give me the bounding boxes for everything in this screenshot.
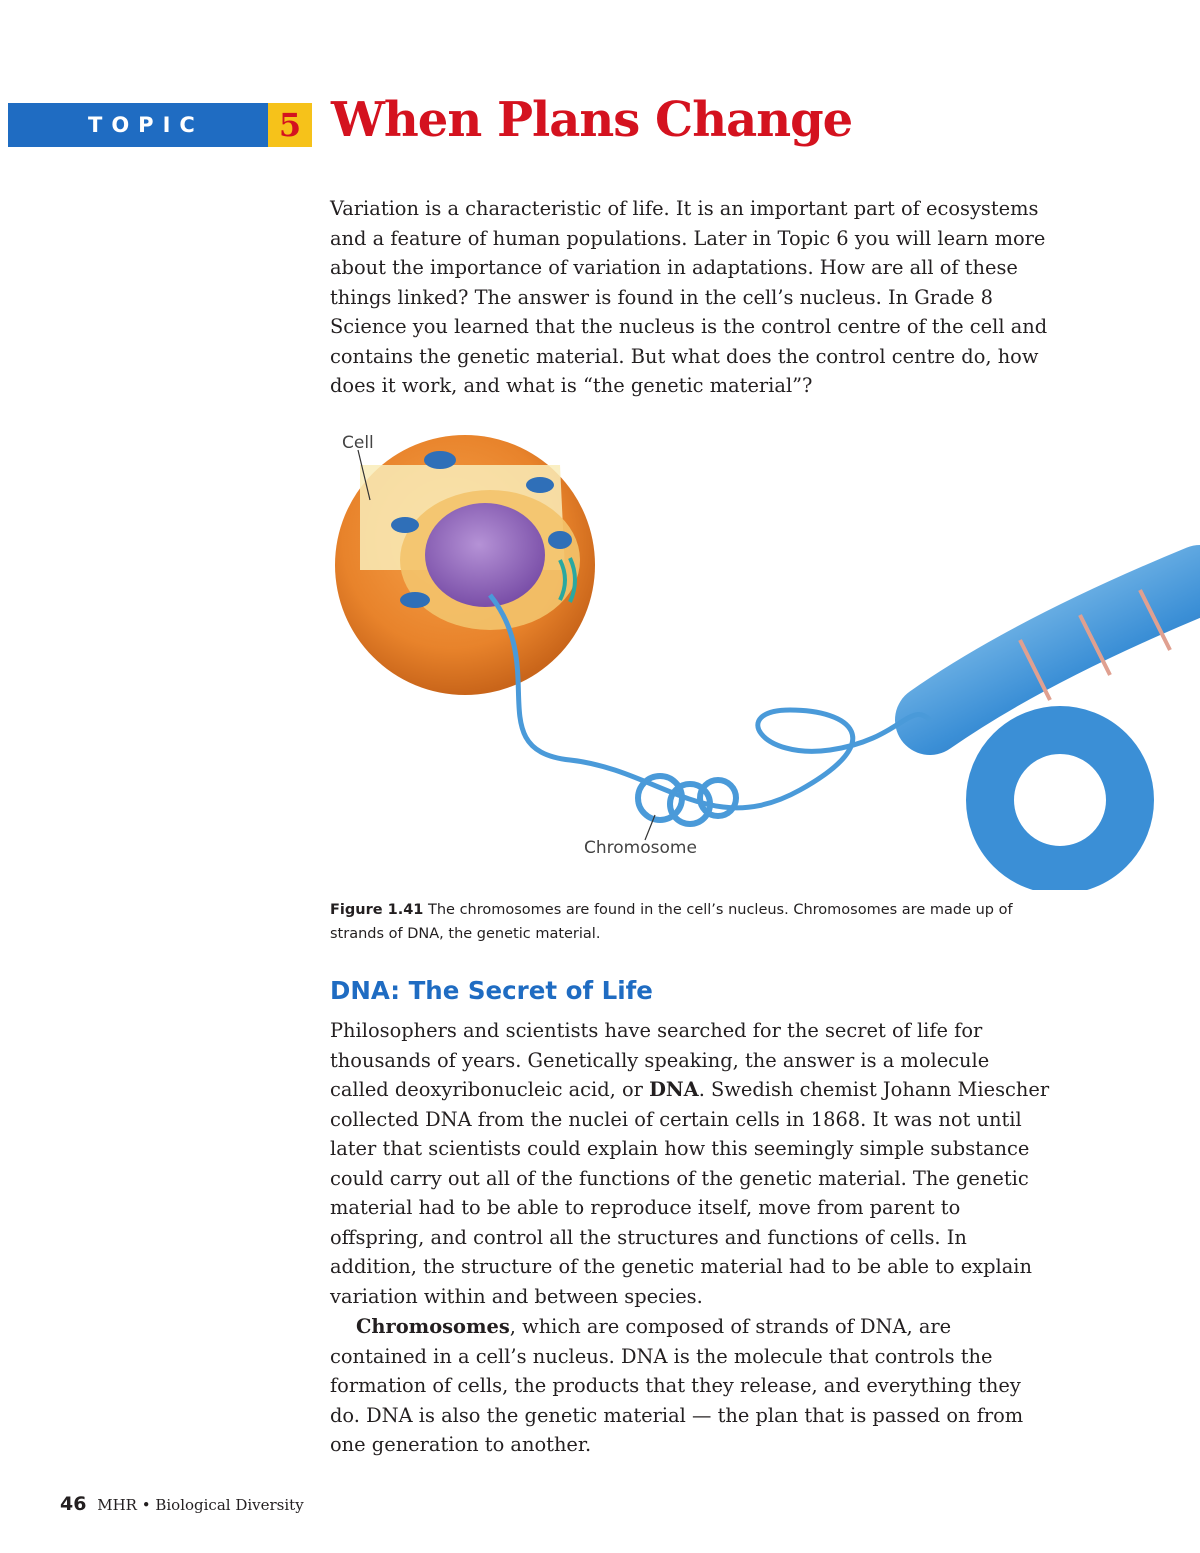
intro-paragraph: Variation is a characteristic of life. It is an important part of ecosystems and a feature of human populations. Later in Topic 6 you will learn more about the importance of variation in adaptations. How are all of these things linked? The answer is found in the cell’s nucleus. In Grade 8 Science you learned that the nucleus is the control centre of the cell and contains the genetic material. But what does the control centre do, how does it work, and what is “the genetic material”? bbox=[330, 197, 1048, 397]
cell-chromosome-figure bbox=[330, 420, 1200, 890]
topic-number: 5 bbox=[268, 103, 312, 147]
figure-number: Figure 1.41 bbox=[330, 902, 424, 918]
page-number: 46 bbox=[60, 1493, 87, 1515]
paragraph-dna-part1: Philosophers and scientists have searched for the secret of life for thousands of years. Genetically speaking, the answer is a molecule called deoxyribonucleic acid, or bbox=[330, 1019, 990, 1101]
paragraph-dna bbox=[330, 1016, 1050, 1311]
term-chromosomes: Chromosomes bbox=[356, 1315, 510, 1338]
topic-banner bbox=[8, 103, 268, 147]
footer-text: MHR • Biological Diversity bbox=[97, 1496, 304, 1514]
topic-label: TOPIC bbox=[88, 113, 204, 137]
term-dna: DNA bbox=[649, 1078, 699, 1101]
paragraph-dna-part2: . Swedish chemist Johann Miescher collected DNA from the nuclei of certain cells in 1868. It was not until later that scientists could explain how this seemingly simple substance could carry out all of the functions of the genetic material. The genetic material had to be able to reproduce itself, move from parent to offspring, and control all the structures and functions of cells. In addition, the structure of the genetic material had to be able to explain variation within and between species. bbox=[330, 1078, 1050, 1308]
page-title: When Plans Change bbox=[331, 92, 853, 148]
figure-caption-text: The chromosomes are found in the cell’s nucleus. Chromosomes are made up of strands of DNA, the genetic material. bbox=[330, 902, 1013, 942]
cell-label: Cell bbox=[342, 433, 374, 453]
page-footer bbox=[60, 1493, 304, 1515]
paragraph-chromosomes-text: , which are composed of strands of DNA, are contained in a cell’s nucleus. DNA is the molecule that controls the formation of cells, the products that they release, and everything they do. DNA is also the genetic material — the plan that is passed on from one generation to another. bbox=[330, 1315, 1024, 1456]
section-heading: DNA: The Secret of Life bbox=[330, 976, 653, 1005]
paragraph-chromosomes bbox=[330, 1312, 1050, 1460]
chromosome-label: Chromosome bbox=[584, 838, 697, 858]
cell-illustration bbox=[330, 420, 1200, 890]
figure-caption bbox=[330, 898, 1050, 946]
